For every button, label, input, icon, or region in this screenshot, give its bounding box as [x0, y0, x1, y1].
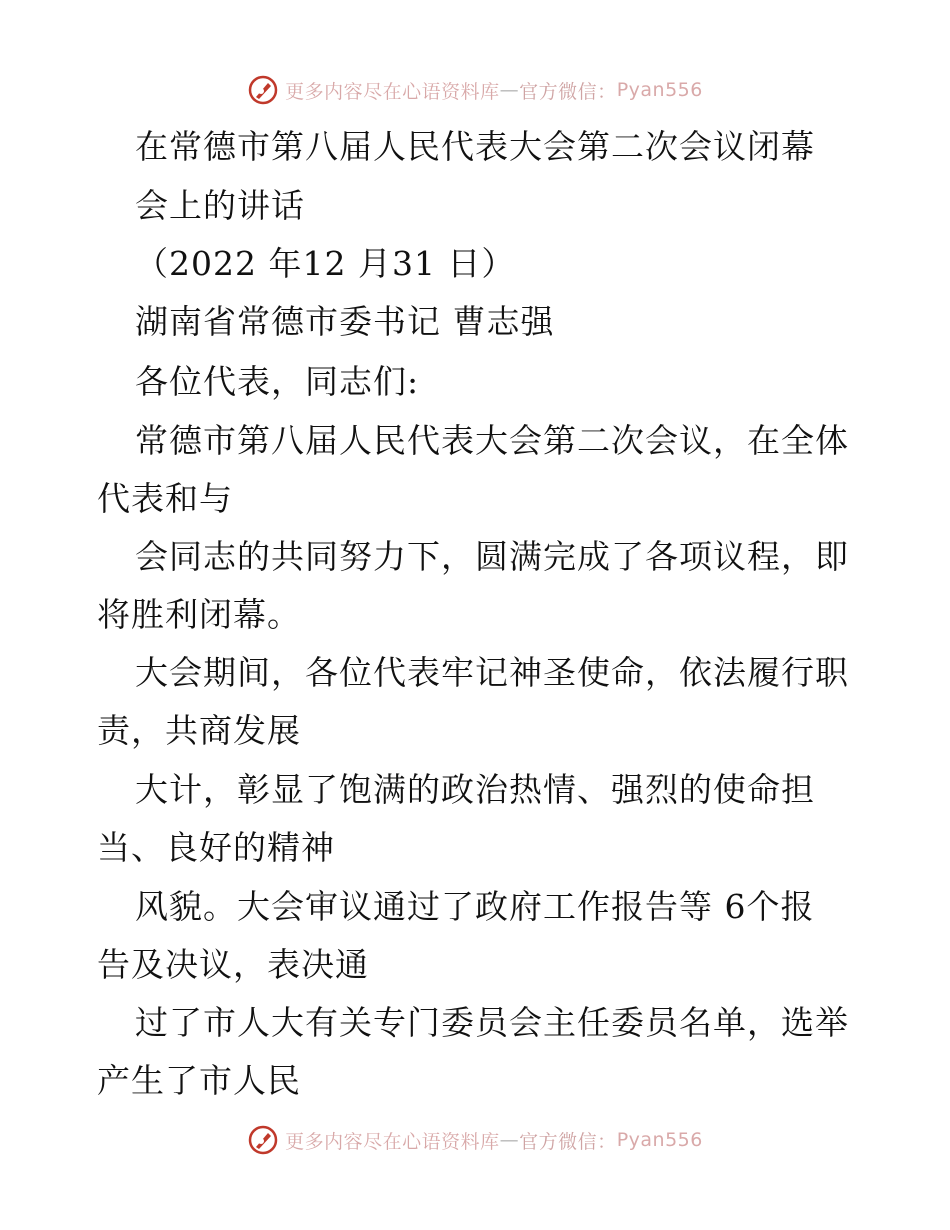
paragraph-line: 大会期间，各位代表牢记神圣使命，依法履行职	[135, 653, 849, 692]
paragraph-line: 风貌。大会审议通过了政府工作报告等 6个报	[135, 887, 815, 926]
watermark-wechat-id: Pyan556	[616, 79, 703, 101]
paragraph-line: 过了市人大有关专门委员会主任委员名单，选举	[135, 1003, 849, 1042]
watermark-dash: —	[499, 1129, 520, 1151]
watermark-wechat-label: 官方微信：	[519, 80, 617, 103]
paragraph-line: 代表和与	[97, 479, 233, 518]
paragraph-line: 常德市第八届人民代表大会第二次会议，在全体	[135, 421, 849, 460]
paragraph-line: 责，共商发展	[97, 711, 301, 750]
watermark-banner-top	[0, 74, 950, 106]
paragraph-line: 将胜利闭幕。	[97, 595, 301, 634]
watermark-main-text: 更多内容尽在心语资料库	[285, 80, 500, 103]
watermark-wechat-id: Pyan556	[616, 1129, 703, 1151]
watermark-main-text: 更多内容尽在心语资料库	[285, 1130, 500, 1153]
paragraph-line: 产生了市人民	[97, 1061, 301, 1100]
paragraph-line: 告及决议，表决通	[97, 945, 369, 984]
paragraph-line: 当、良好的精神	[97, 828, 335, 867]
document-date: （2022 年12 月31 日）	[135, 244, 516, 283]
pen-circle-logo-icon	[247, 74, 279, 106]
watermark-dash: —	[499, 79, 520, 101]
paragraph-line: 大计，彰显了饱满的政治热情、强烈的使命担	[135, 770, 815, 809]
document-salutation: 各位代表，同志们:	[135, 362, 420, 401]
paragraph-line: 会同志的共同努力下，圆满完成了各项议程，即	[135, 537, 849, 576]
watermark-banner-bottom	[0, 1124, 950, 1156]
watermark-wechat-label: 官方微信：	[519, 1130, 617, 1153]
document-title-line-2: 会上的讲话	[135, 186, 305, 225]
document-author: 湖南省常德市委书记 曹志强	[135, 302, 555, 341]
pen-circle-logo-icon	[247, 1124, 279, 1156]
document-title-line-1: 在常德市第八届人民代表大会第二次会议闭幕	[135, 127, 815, 166]
